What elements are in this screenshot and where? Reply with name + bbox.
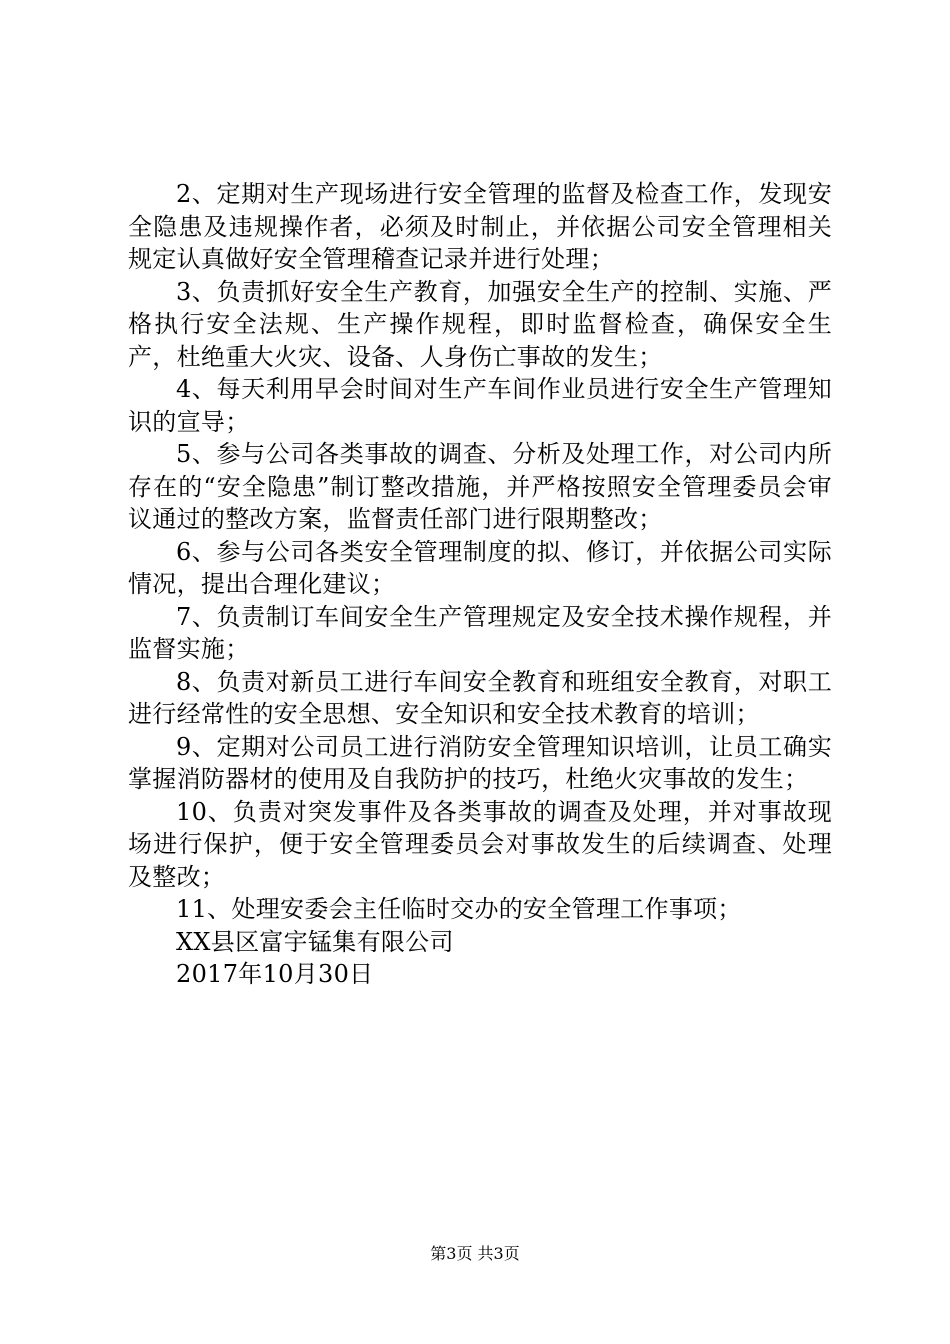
paragraph-item-8: 8、负责对新员工进行车间安全教育和班组安全教育，对职工进行经常性的安全思想、安全知识和安全技术教育的培训； xyxy=(128,667,832,728)
company-name: XX县区富宇锰集有限公司 xyxy=(176,927,454,956)
paragraph-item-11: 11、处理安委会主任临时交办的安全管理工作事项； xyxy=(176,895,742,923)
paragraph-item-3: 3、负责抓好安全生产教育，加强安全生产的控制、实施、严格执行安全法规、生产操作规程，即时监督检查，确保安全生产，杜绝重大火灾、设备、人身伤亡事故的发生； xyxy=(128,277,832,371)
paragraph-item-7: 7、负责制订车间安全生产管理规定及安全技术操作规程，并监督实施； xyxy=(128,602,832,663)
paragraph-item-6: 6、参与公司各类安全管理制度的拟、修订，并依据公司实际情况，提出合理化建议； xyxy=(128,537,832,598)
document-body xyxy=(128,178,832,991)
paragraph-item-10: 10、负责对突发事件及各类事故的调查及处理，并对事故现场进行保护，便于安全管理委员会对事故发生的后续调查、处理及整改； xyxy=(128,797,832,891)
paragraph-item-9: 9、定期对公司员工进行消防安全管理知识培训，让员工确实掌握消防器材的使用及自我防护的技巧，杜绝火灾事故的发生； xyxy=(128,732,832,793)
paragraph-item-5: 5、参与公司各类事故的调查、分析及处理工作，对公司内所存在的“安全隐患”制订整改措施，并严格按照安全管理委员会审议通过的整改方案，监督责任部门进行限期整改； xyxy=(128,440,832,533)
page-number-footer: 第3页 共3页 xyxy=(430,1244,520,1263)
paragraph-item-2: 2、定期对生产现场进行安全管理的监督及检查工作，发现安全隐患及违规操作者，必须及时制止，并依据公司安全管理相关规定认真做好安全管理稽查记录并进行处理； xyxy=(128,180,832,273)
paragraph-item-4: 4、每天利用早会时间对生产车间作业员进行安全生产管理知识的宣导； xyxy=(128,375,832,436)
document-date: 2017年10月30日 xyxy=(176,960,374,988)
